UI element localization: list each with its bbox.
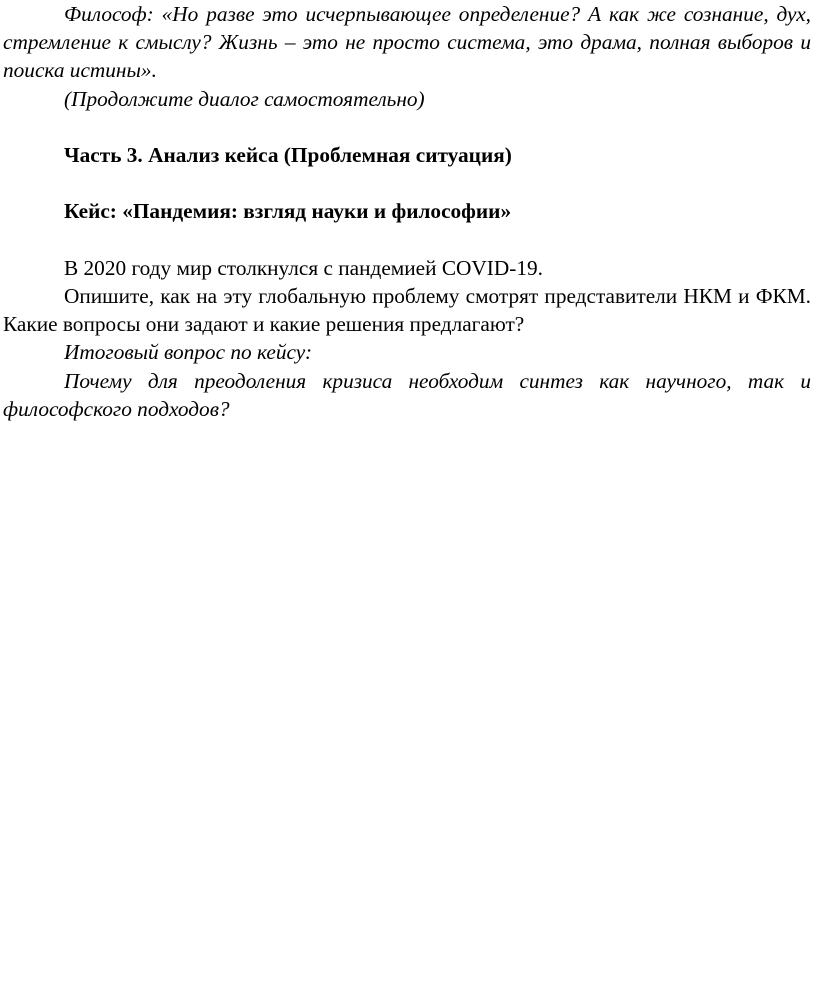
blank-line [3, 169, 811, 197]
case-intro: В 2020 году мир столкнулся с пандемией COVID-19. [64, 255, 543, 280]
document-body [3, 0, 811, 423]
final-question-label: Итоговый вопрос по кейсу: [64, 340, 313, 365]
blank-line [3, 226, 811, 254]
case-title: Кейс: «Пандемия: взгляд науки и философии» [64, 199, 512, 224]
case-task: Опишите, как на эту глобальную проблему смотрят представители НКМ и ФКМ. Какие вопросы они задают и какие решения предлагают? [3, 283, 811, 337]
continue-instruction: (Продолжите диалог самостоятельно) [64, 86, 425, 111]
final-question: Почему для преодоления кризиса необходим синтез как научного, так и философского подходов? [3, 368, 811, 421]
philosopher-line: Философ: «Но разве это исчерпывающее определение? А как же сознание, дух, стремление к смыслу? Жизнь – это не просто система, это драма, полная выборов и поиска истины». [3, 2, 811, 83]
part3-heading: Часть 3. Анализ кейса (Проблемная ситуация) [64, 143, 512, 167]
blank-line [3, 113, 811, 141]
